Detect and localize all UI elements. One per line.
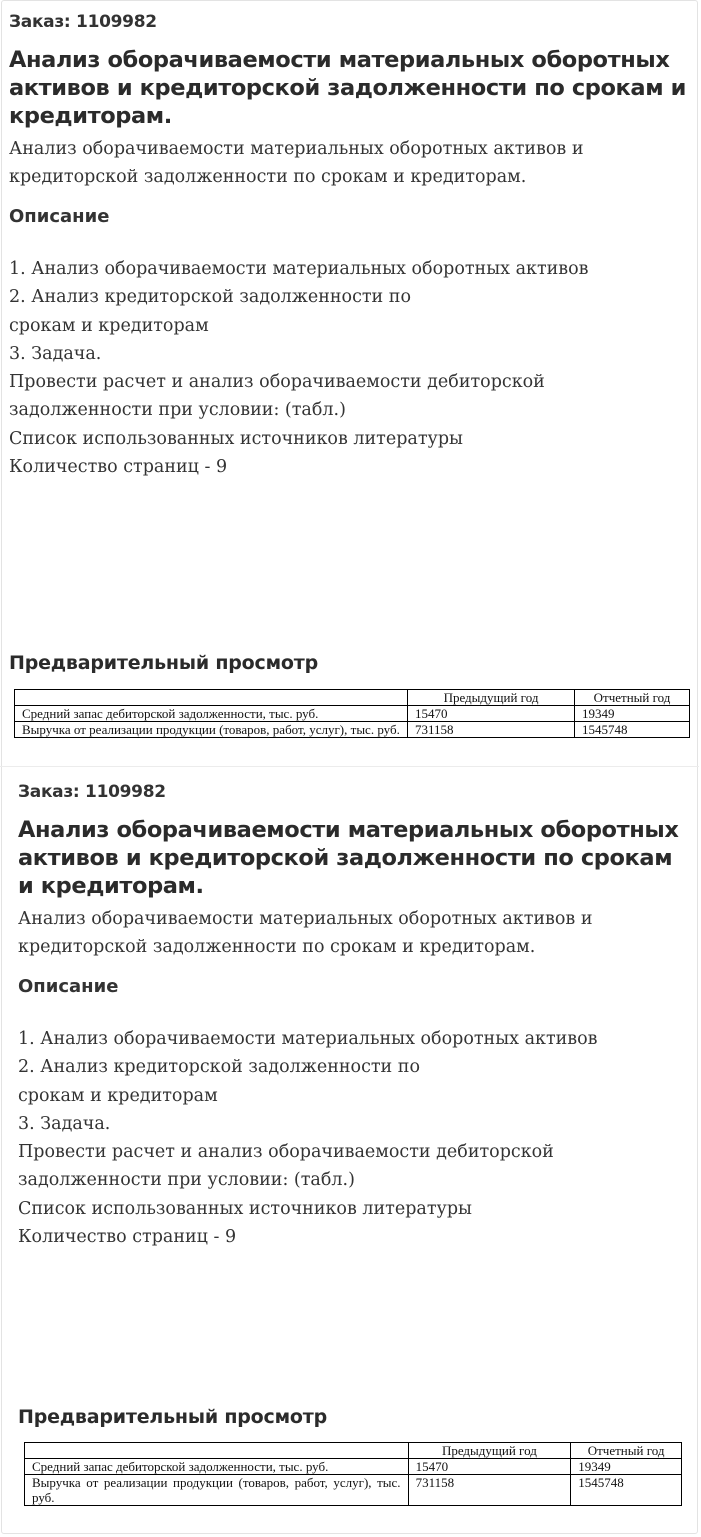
order-title: Анализ оборачиваемости материальных оборотных активов и кредиторской задолженности по срокам и кредиторам. <box>18 817 679 899</box>
table-cell: 15470 <box>408 706 575 722</box>
description-heading: Описание <box>18 976 119 997</box>
table-cell: Средний запас дебиторской задолженности, тыс. руб. <box>15 706 408 722</box>
description-line: Количество страниц - 9 <box>18 1227 237 1248</box>
table-header-row <box>25 1443 682 1459</box>
description-line: 3. Задача. <box>18 1113 111 1134</box>
table-row <box>25 1475 682 1506</box>
table-row <box>15 706 690 722</box>
table-row <box>25 1459 682 1475</box>
table-cell: Выручка от реализации продукции (товаров, работ, услуг), тыс. руб. <box>15 722 408 738</box>
description-line: Список использованных источников литературы <box>18 1198 472 1219</box>
order-title: Анализ оборачиваемости материальных оборотных активов и кредиторской задолженности по срокам и кредиторам. <box>9 47 686 129</box>
preview-heading: Предварительный просмотр <box>18 1406 327 1428</box>
table-header-cell: Отчетный год <box>571 1443 682 1459</box>
table-cell: 1545748 <box>575 722 690 738</box>
table-header-cell <box>25 1443 409 1459</box>
description-line: задолженности при условии: (табл.) <box>9 400 346 421</box>
description-text <box>18 1025 688 1251</box>
order-number: Заказ: 1109982 <box>9 12 157 32</box>
description-line: 1. Анализ оборачиваемости материальных оборотных активов <box>18 1029 598 1049</box>
table-cell: 19349 <box>571 1459 682 1475</box>
order-subtitle: Анализ оборачиваемости материальных оборотных активов и кредиторской задолженности по срокам и кредиторам. <box>18 909 593 957</box>
description-line: срокам и кредиторам <box>18 1085 218 1106</box>
order-number: Заказ: 1109982 <box>18 782 166 802</box>
description-line: 1. Анализ оборачиваемости материальных оборотных активов <box>9 259 589 279</box>
description-line: Количество страниц - 9 <box>9 457 228 478</box>
order-card-2 <box>18 780 688 1251</box>
preview-table <box>24 1442 682 1506</box>
divider <box>0 766 699 767</box>
table-cell: 731158 <box>408 722 575 738</box>
description-line: срокам и кредиторам <box>9 315 209 336</box>
table-header-cell: Отчетный год <box>575 690 690 706</box>
table-row <box>15 722 690 738</box>
description-line: 3. Задача. <box>9 343 102 364</box>
description-text <box>9 255 689 481</box>
description-line: 2. Анализ кредиторской задолженности по <box>9 287 411 308</box>
table-header-cell: Предыдущий год <box>408 690 575 706</box>
table-cell: 1545748 <box>571 1475 682 1506</box>
description-heading: Описание <box>9 206 110 227</box>
description-line: Провести расчет и анализ оборачиваемости дебиторской <box>18 1142 554 1163</box>
table-cell: Выручка от реализации продукции (товаров, работ, услуг), тыс. руб. <box>25 1475 409 1506</box>
preview-table <box>14 689 690 738</box>
description-line: Провести расчет и анализ оборачиваемости дебиторской <box>9 372 545 393</box>
table-cell: 19349 <box>575 706 690 722</box>
description-line: задолженности при условии: (табл.) <box>18 1170 355 1191</box>
order-card-1 <box>9 10 689 481</box>
table-header-cell: Предыдущий год <box>408 1443 571 1459</box>
table-cell: 15470 <box>408 1459 571 1475</box>
table-header-cell <box>15 690 408 706</box>
table-header-row <box>15 690 690 706</box>
description-line: Список использованных источников литературы <box>9 428 463 449</box>
preview-heading: Предварительный просмотр <box>9 652 318 674</box>
order-subtitle: Анализ оборачиваемости материальных оборотных активов и кредиторской задолженности по срокам и кредиторам. <box>9 139 584 187</box>
table-cell: 731158 <box>408 1475 571 1506</box>
description-line: 2. Анализ кредиторской задолженности по <box>18 1057 420 1078</box>
table-cell: Средний запас дебиторской задолженности, тыс. руб. <box>25 1459 409 1475</box>
